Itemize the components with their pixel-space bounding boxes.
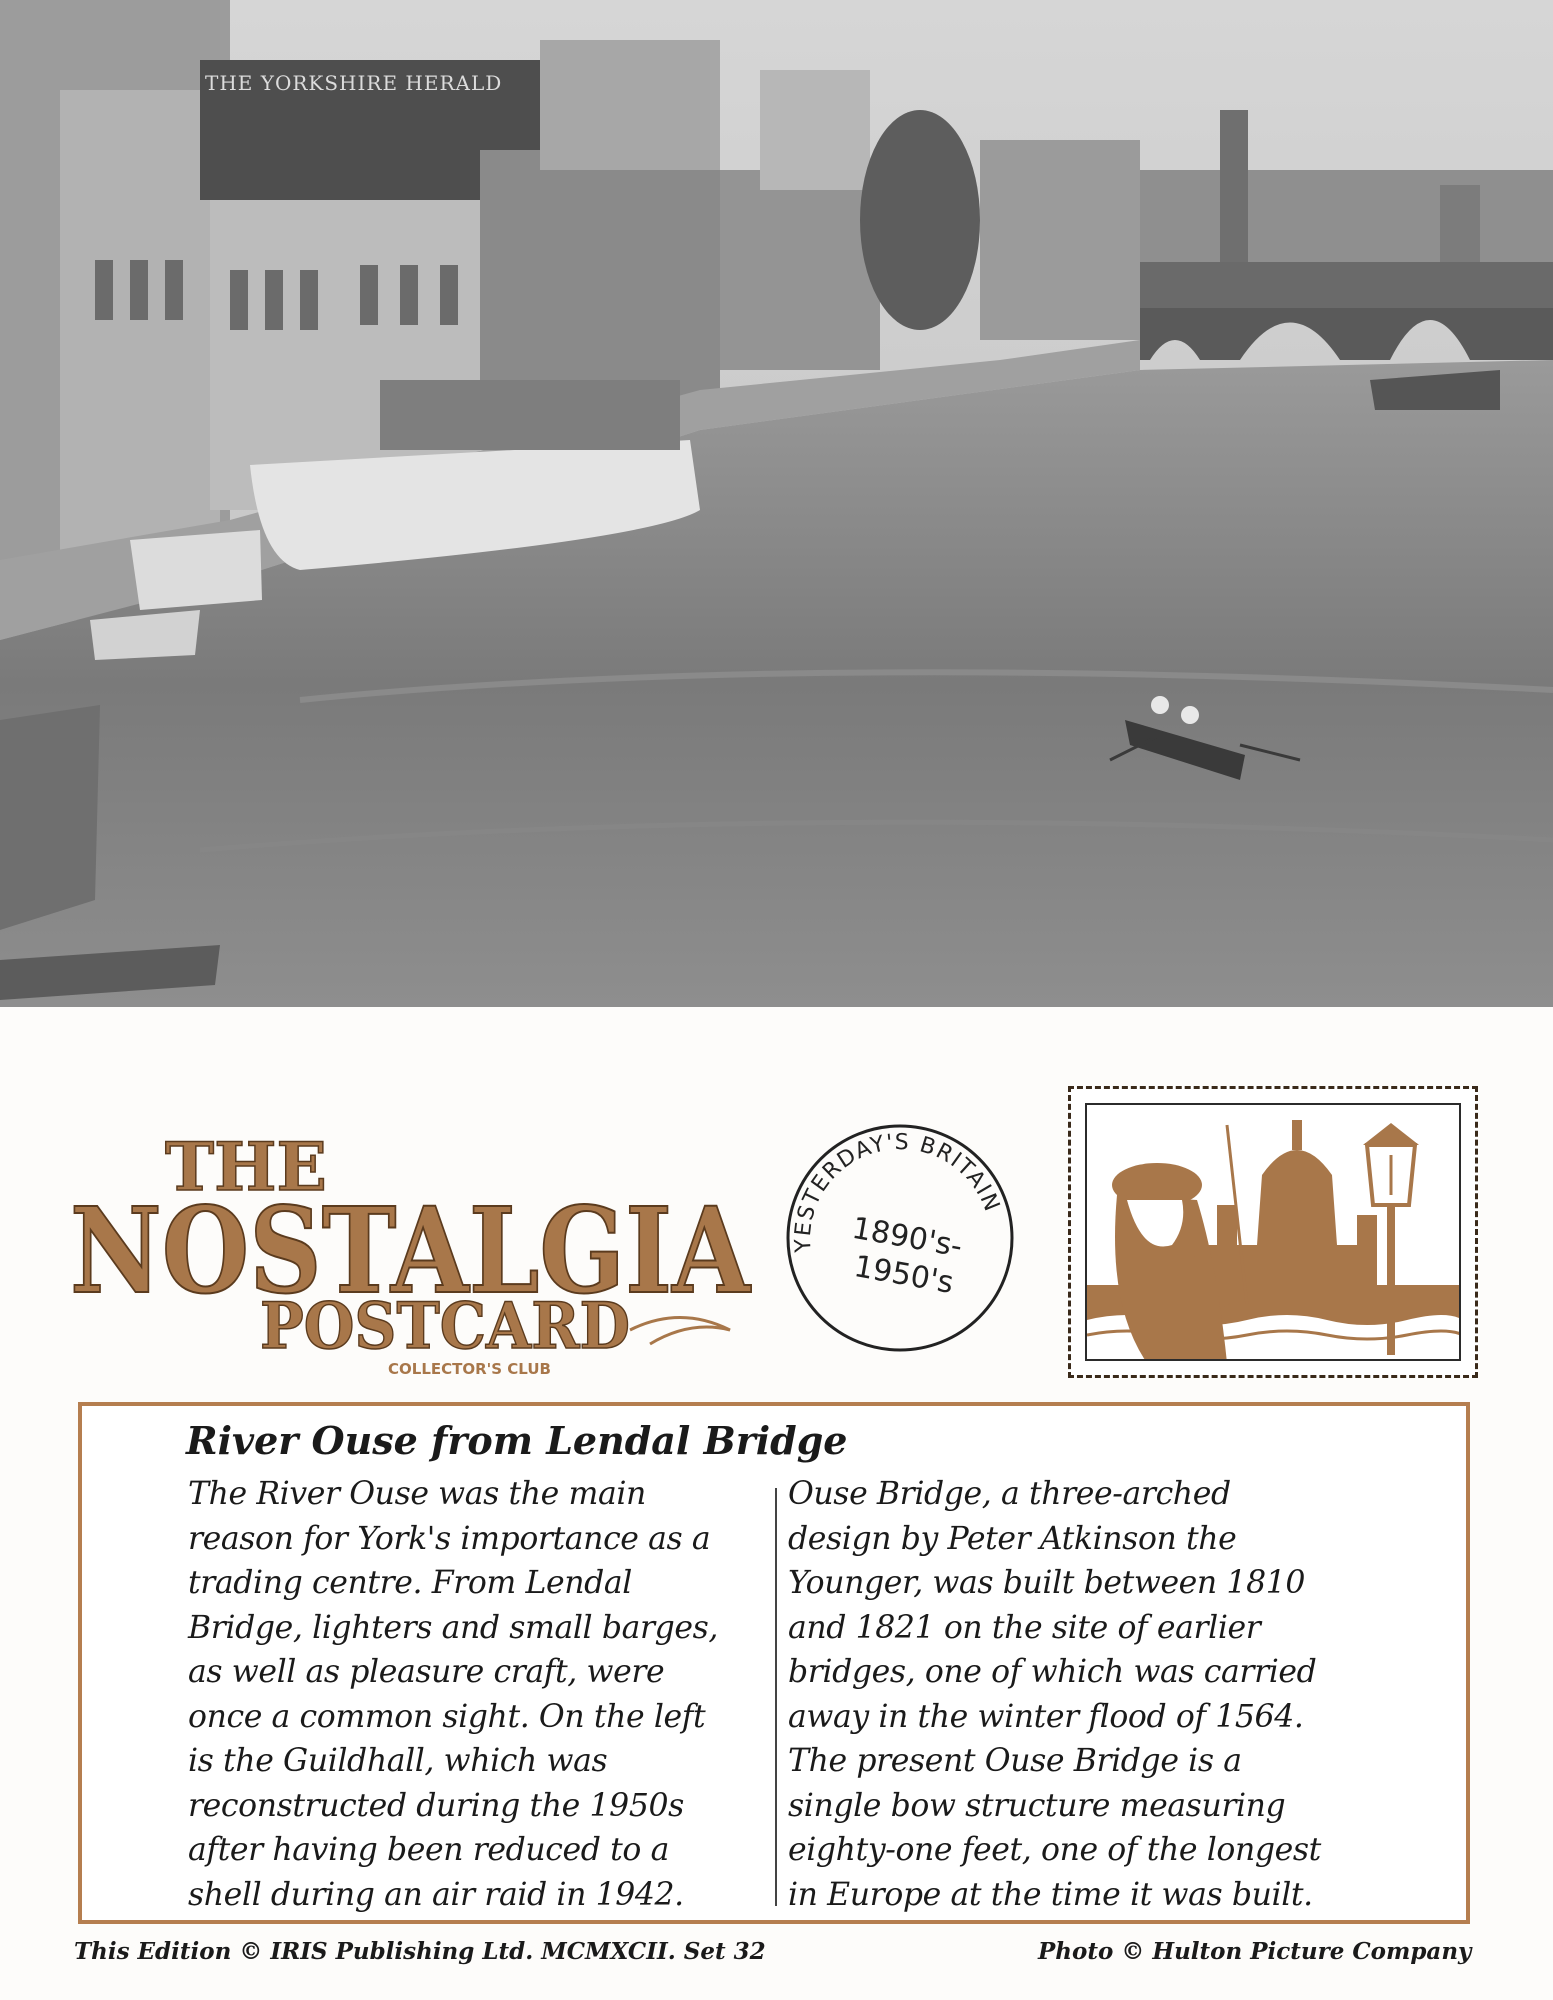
logo-nostalgia: NOSTALGIA [70, 1181, 752, 1320]
postmark-date-line2: 1950's [851, 1249, 957, 1301]
column-divider [775, 1488, 777, 1906]
yesterdays-britain-postmark [780, 1118, 1020, 1358]
illustrated-stamp [1068, 1086, 1478, 1378]
stamp-inner-frame [1085, 1103, 1461, 1361]
caption-right-column: Ouse Bridge, a three-arched design by Peter Atkinson the Younger, was built between 1810 and 1821 on the site of earlier bridges, one of which was carried away in the winter flood of 1564. The present Ouse Bridge is a single bow structure measuring eighty-one feet, one of the longest in Europe at the time it was built. [788, 1476, 1321, 1913]
logo-flourish [630, 1318, 730, 1345]
logo-collectors-club: COLLECTOR'S CLUB [388, 1360, 551, 1378]
caption-left-column: The River Ouse was the main reason for York's importance as a trading centre. From Lendal Bridge, lighters and small barges, as well as pleasure craft, were once a common sight. On the left is the Guildhall, which was reconstructed during the 1950s after having been reduced to a shell during an air raid in 1942. [188, 1476, 719, 1913]
herald-sign-text: THE YORKSHIRE HERALD [205, 71, 503, 95]
lamplighter-illustration [1087, 1105, 1461, 1361]
caption-title: River Ouse from Lendal Bridge [186, 1418, 848, 1463]
photo-credit: Photo © Hulton Picture Company [1038, 1938, 1472, 1965]
edition-credit: This Edition © IRIS Publishing Ltd. MCMXCII. Set 32 [74, 1938, 766, 1965]
nostalgia-postcard-logo [70, 1130, 770, 1380]
caption-box [78, 1402, 1470, 1924]
logo-the: THE [165, 1130, 327, 1206]
postmark-ring-text: YESTERDAY'S BRITAIN [790, 1129, 1005, 1253]
logo-postcard: POSTCARD [260, 1289, 630, 1364]
postmark-date-line1: 1890's- [849, 1210, 965, 1265]
